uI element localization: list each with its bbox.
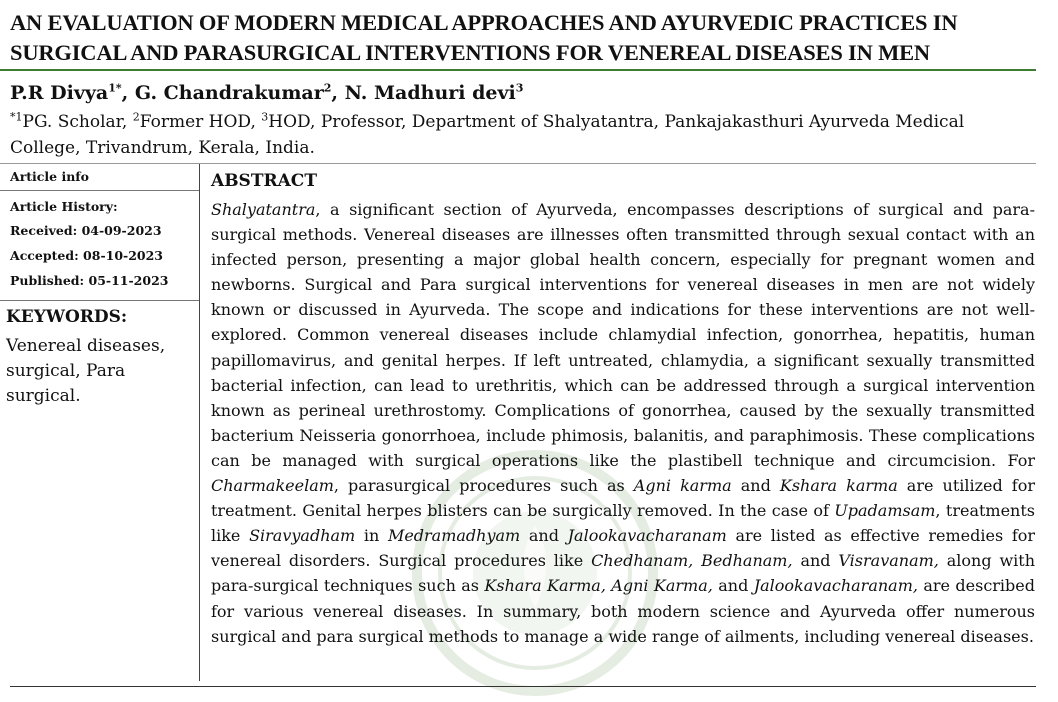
- title-line-1: AN EVALUATION OF MODERN MEDICAL APPROACHES AND AYURVEDIC PRACTICES IN: [10, 10, 958, 35]
- abstract-body: [211, 197, 1035, 649]
- received-date: Received: 04-09-2023: [10, 223, 162, 238]
- abstract-italic-term: Visravanam,: [838, 551, 939, 571]
- abstract-italic-term: Charmakeelam: [211, 476, 334, 496]
- abstract-text: and: [712, 576, 754, 596]
- abstract-text: and: [731, 476, 780, 496]
- abstract-italic-term: Medramadhyam: [387, 526, 521, 546]
- author-affiliation-mark: 2: [323, 81, 332, 95]
- abstract-text: are listed as effective remedies for venereal disorders. Surgical procedures like: [211, 526, 1036, 571]
- affiliation-mark: 2: [132, 110, 140, 124]
- affiliation-mark: *1: [10, 110, 23, 124]
- title-divider: [0, 69, 1036, 71]
- abstract-text: , treatments like: [211, 501, 1035, 546]
- affiliation-text: HOD, Professor, Department of Shalyatantra, Pankajakasthuri Ayurveda Medical College, Trivandrum, Kerala, India.: [10, 112, 965, 158]
- author-name: N. Madhuri devi: [344, 82, 516, 104]
- author-list: [10, 80, 523, 106]
- affiliation-text: Former HOD,: [139, 112, 262, 132]
- author-separator: ,: [121, 82, 135, 104]
- abstract-italic-term: Kshara karma: [779, 476, 898, 496]
- published-date: Published: 05-11-2023: [10, 273, 169, 288]
- abstract-text: and: [520, 526, 568, 546]
- abstract-italic-term: Jalookavacharanam,: [753, 576, 918, 596]
- abstract-italic-term: Shalyatantra: [211, 200, 316, 219]
- accepted-date: Accepted: 08-10-2023: [10, 248, 164, 263]
- abstract-italic-term: Upadamsam: [834, 501, 936, 521]
- abstract-heading: ABSTRACT: [211, 171, 317, 191]
- abstract-text: , a significant section of Ayurveda, encompasses descriptions of surgical and para-surgical methods. Venereal diseases are illnesses often transmitted through sexual contact with an infected person, presenting a major global health concern, especially for pregnant women and newborns. Surgical and Para surgical interventions for venereal diseases in men are not widely known or discussed in Ayurveda. The scope and indications for these interventions are not well-explored. Common venereal diseases include chlamydial infection, gonorrhea, hepatitis, human papillomavirus, and genital herpes. If left untreated, chlamydia, a significant sexually transmitted bacterial infection, can lead to urethritis, which can be addressed through a surgical intervention known as perineal urethrostomy. Complications of gonorrhea, caused by the sexually transmitted bacterium Neisseria gonorrhoea, include phimosis, balanitis, and paraphimosis. These complications can be managed with surgical operations like the plastibell technique and circumcision. For: [211, 200, 1035, 470]
- abstract-text: are described for various venereal diseases. In summary, both modern science and Ayurveda offer numerous surgical and para surgical methods to manage a wide range of ailments, including venereal diseases.: [211, 576, 1035, 646]
- keywords-text: Venereal diseases, surgical, Para surgical.: [6, 336, 166, 406]
- title-line-2: SURGICAL AND PARASURGICAL INTERVENTIONS FOR VENEREAL DISEASES IN MEN: [10, 40, 930, 65]
- author-separator: ,: [331, 82, 345, 104]
- article-info-heading: Article info: [10, 169, 90, 184]
- abstract-text: and: [792, 551, 839, 571]
- paper-title: [10, 8, 1040, 68]
- abstract-italic-term: Jalookavacharanam: [567, 526, 727, 546]
- abstract-italic-term: Kshara Karma, Agni Karma,: [484, 576, 713, 596]
- abstract-italic-term: Siravyadham: [249, 526, 356, 546]
- abstract-text: are utilized for treatment. Genital herpes blisters can be surgically removed. In the case of: [211, 476, 1036, 521]
- abstract-italic-term: Chedhanam, Bedhanam,: [591, 551, 793, 571]
- abstract-text: , parasurgical procedures such as: [333, 476, 634, 496]
- affiliation-mark: 3: [261, 110, 269, 124]
- sidebar-divider: [0, 300, 199, 301]
- affiliation-text: PG. Scholar,: [22, 112, 133, 132]
- header-divider: [0, 163, 1036, 164]
- author-affiliation-mark: 1*: [108, 81, 122, 95]
- author-name: P.R Divya: [10, 82, 109, 104]
- abstract-text: along with para-surgical techniques such as: [211, 551, 1036, 596]
- article-history-label: Article History:: [10, 199, 118, 214]
- column-divider: [199, 164, 200, 681]
- abstract-italic-term: Agni karma: [633, 476, 732, 496]
- footer-divider: [10, 686, 1036, 687]
- author-name: G. Chandrakumar: [134, 82, 324, 104]
- author-affiliation-mark: 3: [515, 81, 524, 95]
- keywords-heading: KEYWORDS:: [6, 307, 128, 327]
- sidebar-divider: [0, 190, 199, 191]
- affiliation: [10, 109, 1020, 161]
- abstract-text: in: [355, 526, 388, 546]
